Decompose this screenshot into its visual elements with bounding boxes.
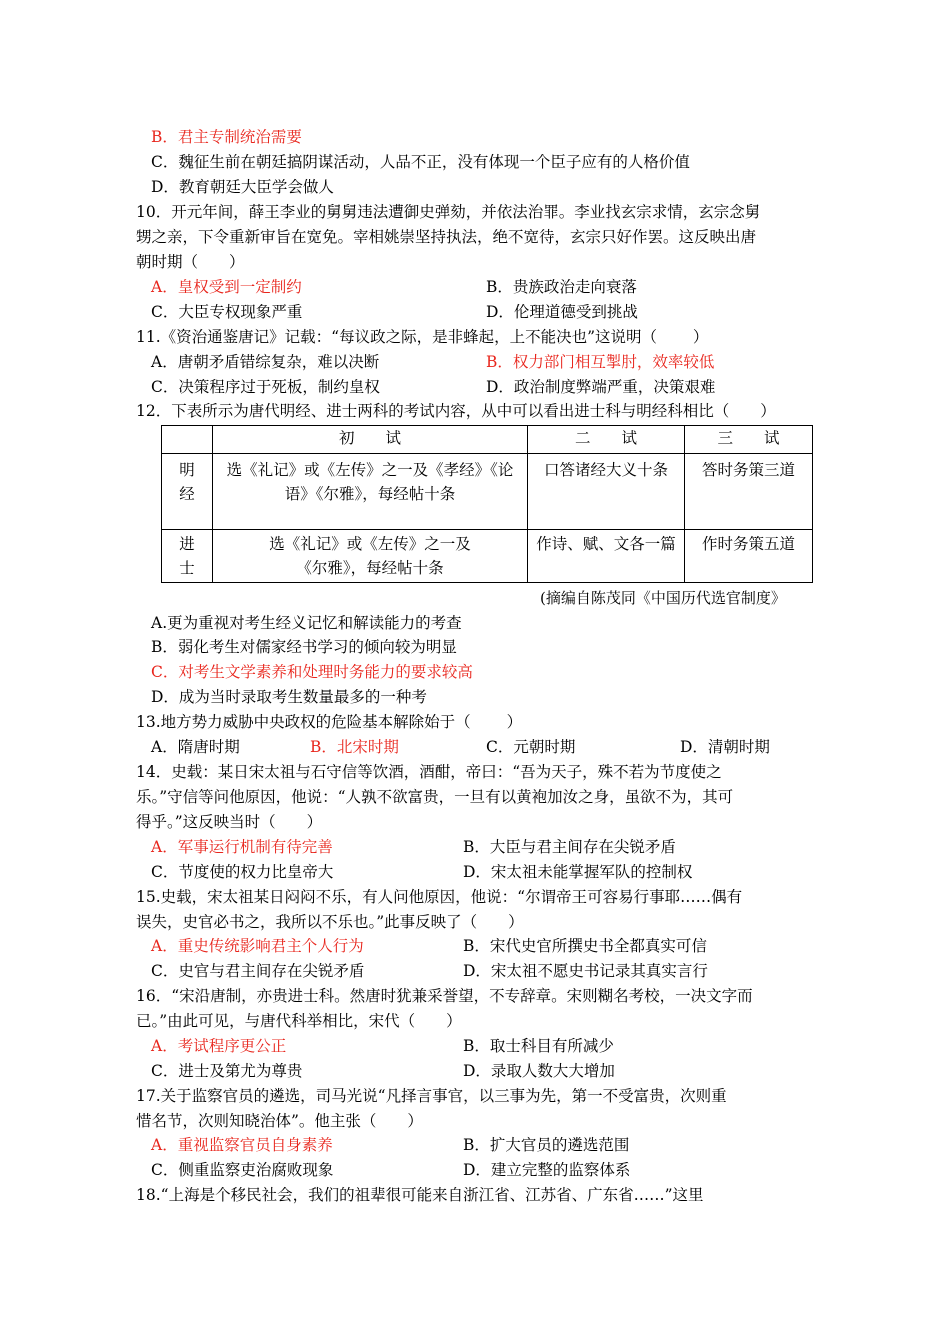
q17-option-a: A．重视监察官员自身素养	[151, 1136, 333, 1154]
q10-option-a: A．皇权受到一定制约	[151, 278, 302, 296]
q13-option-d: D．清朝时期	[680, 738, 770, 756]
q13-option-c: C．元朝时期	[486, 738, 576, 756]
q16-option-b: B．取士科目有所减少	[463, 1037, 614, 1055]
q11-option-a: A．唐朝矛盾错综复杂，难以决断	[151, 353, 380, 371]
q14-option-a: A．军事运行机制有待完善	[151, 838, 333, 856]
table-cell-third: 作时务策五道	[685, 530, 813, 583]
table-header-second: 二 试	[528, 426, 685, 454]
q14-stem-2: 乐。”守信等问他原因，他说：“人孰不欲富贵，一旦有以黄袍加汝之身，虽欲不为，其可	[136, 788, 734, 806]
q15-option-b: B．宋代史官所撰史书全都真实可信	[463, 937, 707, 955]
q15-option-c: C．史官与君主间存在尖锐矛盾	[151, 962, 365, 980]
q17-option-d: D．建立完整的监察体系	[463, 1161, 631, 1179]
q9-option-b: B．君主专制统治需要	[151, 128, 302, 146]
q12-option-d: D．成为当时录取考生数量最多的一种考	[151, 688, 427, 706]
q16-option-c: C．进士及第尤为尊贵	[151, 1062, 303, 1080]
q13-option-b: B．北宋时期	[310, 738, 399, 756]
table-header-first: 初 试	[213, 426, 528, 454]
q11-option-b: B．权力部门相互掣肘，效率较低	[486, 353, 715, 371]
table-cell-first: 选《礼记》或《左传》之一及《孝经》《论语》《尔雅》，每经帖十条	[213, 454, 528, 530]
q11-option-d: D．政治制度弊端严重，决策艰难	[486, 378, 716, 396]
q16-stem-1: 16．“宋沿唐制，亦贵进士科。然唐时犹兼采誉望，不专辞章。宋则糊名考校，一决文字而	[136, 987, 753, 1005]
q14-option-c: C．节度使的权力比皇帝大	[151, 863, 334, 881]
table-row	[162, 454, 813, 530]
q17-option-c: C．侧重监察吏治腐败现象	[151, 1161, 334, 1179]
q9-option-c: C．魏征生前在朝廷搞阴谋活动，人品不正，没有体现一个臣子应有的人格价值	[151, 153, 690, 171]
q16-stem-2: 已。”由此可见，与唐代科举相比，宋代（ ）	[136, 1012, 462, 1030]
q10-stem-3: 朝时期（ ）	[136, 253, 245, 271]
q13-stem: 13.地方势力威胁中央政权的危险基本解除始于（ ）	[136, 713, 523, 731]
table-row-name: 进士	[162, 530, 213, 583]
q17-stem-1: 17.关于监察官员的遴选，司马光说“凡择言事官，以三事为先，第一不受富贵，次则重	[136, 1087, 727, 1105]
table-cell-first: 选《礼记》或《左传》之一及《尔雅》，每经帖十条	[213, 530, 528, 583]
q12-option-c: C．对考生文学素养和处理时务能力的要求较高	[151, 663, 473, 681]
q15-stem-2: 误失，史官必书之，我所以不乐也。”此事反映了（ ）	[136, 913, 524, 931]
q14-option-b: B．大臣与君主间存在尖锐矛盾	[463, 838, 676, 856]
q10-option-d: D．伦理道德受到挑战	[486, 303, 638, 321]
q16-option-d: D．录取人数大大增加	[463, 1062, 615, 1080]
q12-option-a: A.更为重视对考生经义记忆和解读能力的考查	[151, 614, 462, 632]
q15-stem-1: 15.史载，宋太祖某日闷闷不乐，有人问他原因，他说：“尔谓帝王可容易行事耶……偶有	[136, 888, 743, 906]
table-cell-third: 答时务策三道	[685, 454, 813, 530]
q15-option-d: D．宋太祖不愿史书记录其真实言行	[463, 962, 708, 980]
q10-stem-1: 10．开元年间，薛王李业的舅舅违法遭御史弹劾，并依法治罪。李业找玄宗求情，玄宗念舅	[136, 203, 761, 221]
q13-option-a: A．隋唐时期	[151, 738, 240, 756]
q14-stem-1: 14．史载：某日宋太祖与石守信等饮酒，酒酣，帝曰：“吾为天子，殊不若为节度使之	[136, 763, 722, 781]
q14-option-d: D．宋太祖未能掌握军队的控制权	[463, 863, 693, 881]
table-header-corner	[162, 426, 213, 454]
table-header-row	[162, 426, 813, 454]
q18-stem-1: 18.“上海是个移民社会，我们的祖辈很可能来自浙江省、江苏省、广东省……”这里	[136, 1186, 704, 1204]
q12-stem: 12．下表所示为唐代明经、进士两科的考试内容，从中可以看出进士科与明经科相比（ ）	[136, 402, 776, 420]
table-cell-second: 口答诸经大义十条	[528, 454, 685, 530]
table-row-name: 明经	[162, 454, 213, 530]
q10-option-c: C．大臣专权现象严重	[151, 303, 303, 321]
exam-content-table	[161, 425, 813, 583]
q11-option-c: C．决策程序过于死板，制约皇权	[151, 378, 380, 396]
q10-stem-2: 甥之亲，下令重新审旨在宽免。宰相姚崇坚持执法，绝不宽待，玄宗只好作罢。这反映出唐	[136, 228, 757, 246]
q10-option-b: B．贵族政治走向衰落	[486, 278, 637, 296]
q17-stem-2: 惜名节，次则知晓治体”。他主张（ ）	[136, 1112, 423, 1130]
q15-option-a: A．重史传统影响君主个人行为	[151, 937, 364, 955]
q12-source: (摘编自陈茂同《中国历代选官制度》	[540, 589, 786, 607]
q14-stem-3: 得乎。”这反映当时（ ）	[136, 813, 323, 831]
q11-stem: 11.《资治通鉴唐记》记载：“每议政之际，是非蜂起，上不能决也”这说明（ ）	[136, 328, 709, 346]
table-cell-second: 作诗、赋、文各一篇	[528, 530, 685, 583]
table-header-third: 三 试	[685, 426, 813, 454]
q9-option-d: D．教育朝廷大臣学会做人	[151, 178, 334, 196]
table-row	[162, 530, 813, 583]
q12-option-b: B．弱化考生对儒家经书学习的倾向较为明显	[151, 638, 457, 656]
q16-option-a: A．考试程序更公正	[151, 1037, 287, 1055]
q17-option-b: B．扩大官员的遴选范围	[463, 1136, 630, 1154]
